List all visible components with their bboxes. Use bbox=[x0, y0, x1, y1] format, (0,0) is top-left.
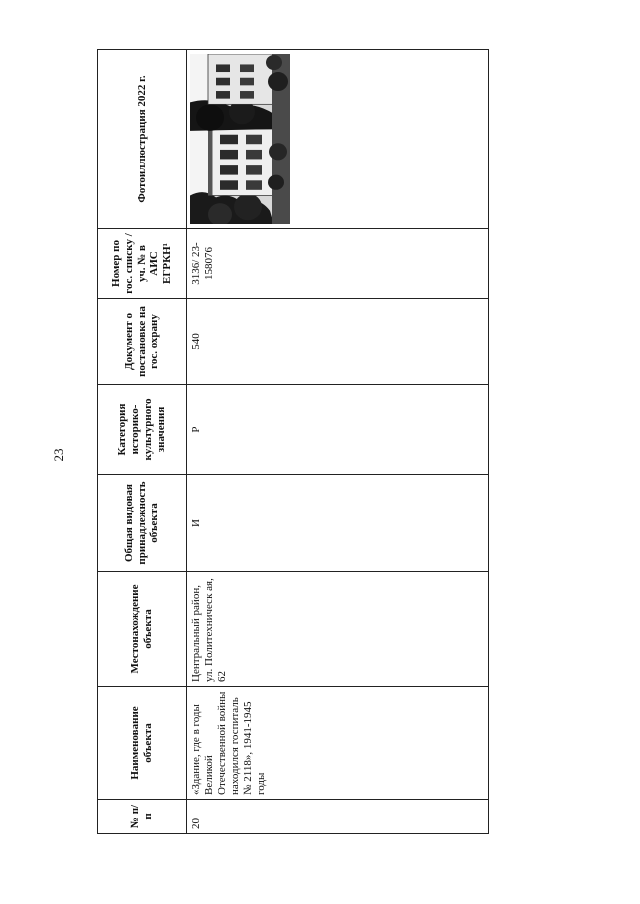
object-category: Р bbox=[187, 385, 489, 475]
object-name: «Здание, где в годы Великой Отечественной войны находился госпиталь № 2118», 1941-1945 годы bbox=[187, 687, 489, 800]
header-location: Местонахождение объекта bbox=[98, 572, 187, 687]
table-row bbox=[187, 50, 489, 834]
header-category: Категория историко-культурного значения bbox=[98, 385, 187, 475]
header-number: № п/п bbox=[98, 800, 187, 834]
row-number: 20 bbox=[187, 800, 489, 834]
header-register-number: Номер по гос. списку /уч. № в АИС ЕГРКН¹ bbox=[98, 229, 187, 299]
heritage-registry-table bbox=[97, 49, 489, 834]
object-location: Центральный район, ул. Политехническ ая, 62 bbox=[187, 572, 489, 687]
page-number: 23 bbox=[51, 448, 66, 462]
rotated-table-frame bbox=[97, 50, 489, 834]
object-register-number: 3136/ 23-158076 bbox=[187, 229, 489, 299]
object-document: 540 bbox=[187, 299, 489, 385]
object-photo-cell bbox=[187, 50, 489, 229]
building-photo-icon bbox=[190, 54, 290, 224]
header-ownership: Общая видовая принадлежность объекта bbox=[98, 475, 187, 572]
header-name: Наименование объекта bbox=[98, 687, 187, 800]
table-header-row bbox=[98, 50, 187, 834]
header-document: Документ о постановке на гос. охрану bbox=[98, 299, 187, 385]
rotated-table-container bbox=[97, 50, 489, 834]
object-ownership: И bbox=[187, 475, 489, 572]
header-photo: Фотоиллюстрация 2022 г. bbox=[98, 50, 187, 229]
